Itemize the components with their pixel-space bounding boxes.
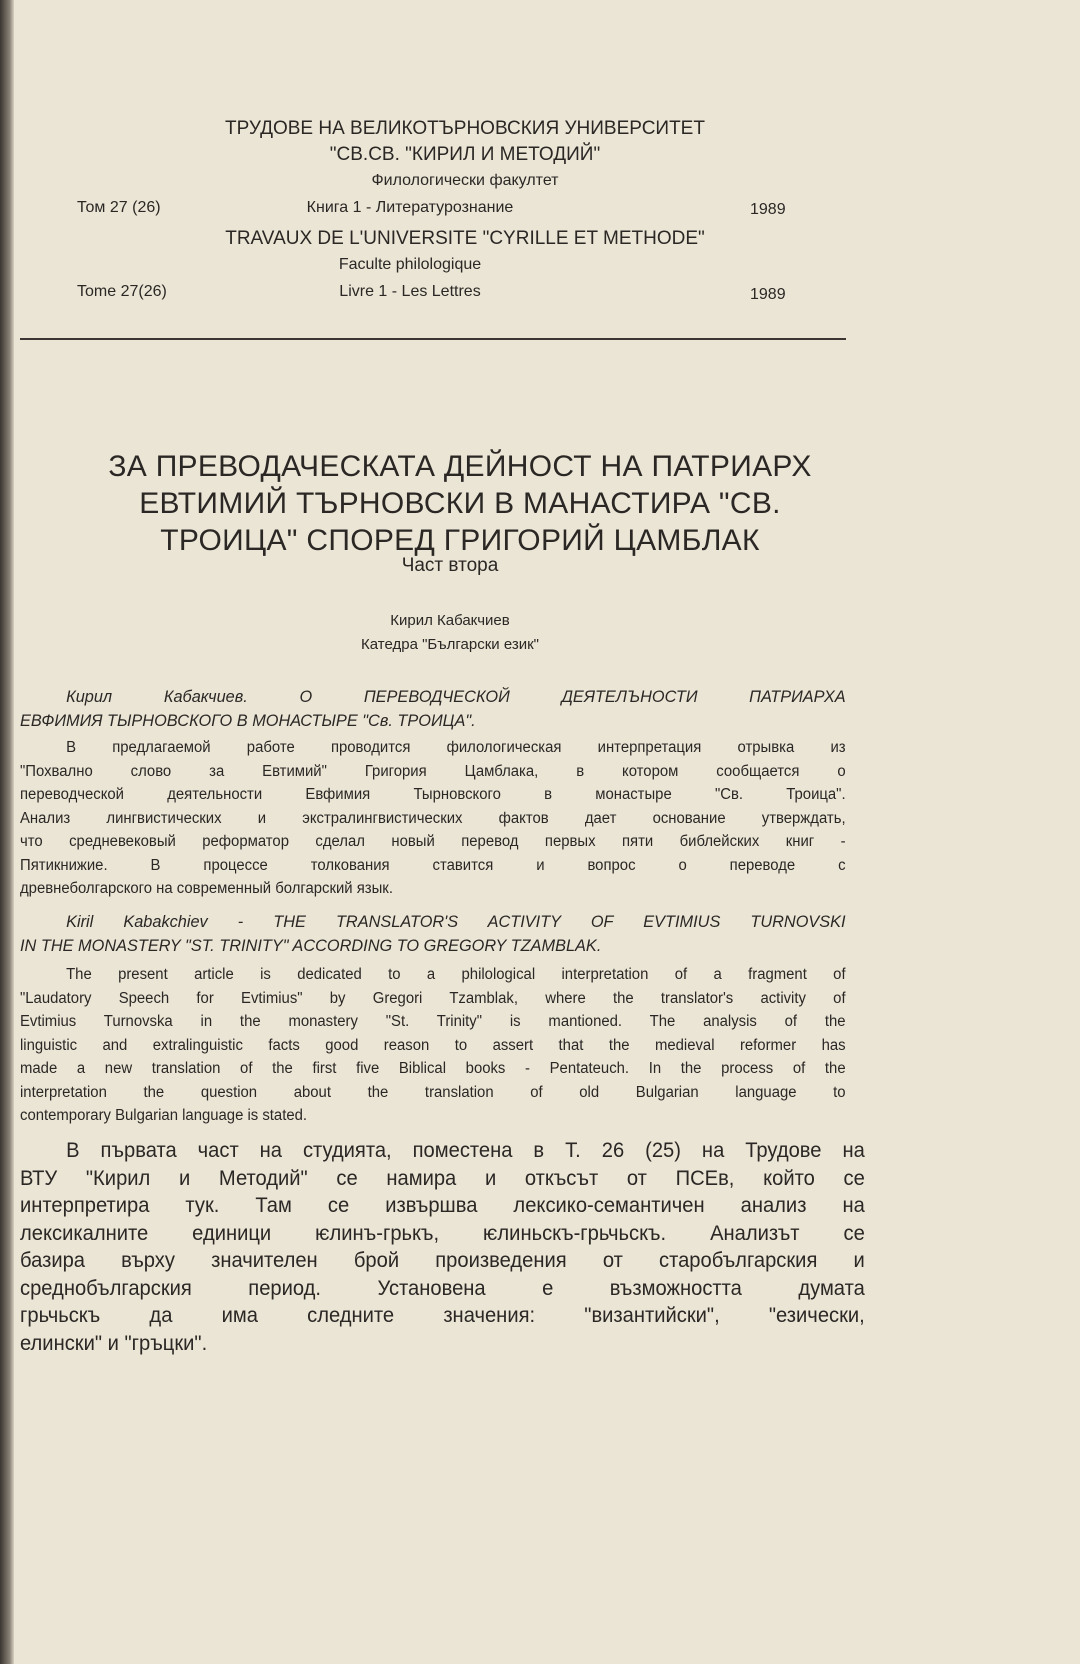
abstract-heading: IN THE MONASTERY "ST. TRINITY" ACCORDING TO GREGORY TZAMBLAK. [20,935,602,955]
abstract-line: древнеболгарского на современный болгарский язык. [20,880,393,897]
body-line: интерпретира тук. Там се извършва лексико-семантичен анализ на [20,1194,865,1217]
body-line: лексикалните единици ѥлинъ-грькъ, ѥлиньскъ-грьчьскъ. Анализът се [20,1221,865,1245]
volume-bg: Том 27 (26) [77,199,161,216]
body-line: базира върху значителен брой произведения от старобългарския и [20,1249,865,1272]
scan-binding-edge [0,0,14,1664]
university-name-bg: "СВ.СВ. "КИРИЛ И МЕТОДИЙ" [329,144,601,165]
book-bg: Книга 1 - Литературознание [306,199,514,216]
journal-title-bg: ТРУДОВЕ НА ВЕЛИКОТЪРНОВСКИЯ УНИВЕРСИТЕТ [225,118,705,139]
title-line: ЗА ПРЕВОДАЧЕСКАТА ДЕЙНОСТ НА ПАТРИАРХ [108,450,812,483]
abstract-line: что средневековый реформатор сделал новый перевод первых пяти библейских книг - [20,833,846,850]
body-line: елински" и "гръцки". [20,1331,208,1355]
abstract-line: Evtimius Turnovska in the monastery "St. Trinity" is mantioned. The analysis of the [20,1013,846,1030]
faculty-bg: Филологически факултет [371,172,559,189]
body-line: ВТУ "Кирил и Методий" се намира и откъсът от ПСЕв, който се [20,1166,865,1190]
abstract-line: linguistic and extralinguistic facts good reason to assert that the medieval reformer has [20,1036,846,1054]
department: Катедра "Български език" [361,636,539,653]
journal-title-fr: TRAVAUX DE L'UNIVERSITE "CYRILLE ET METHODE" [225,228,705,249]
abstract-line: made a new translation of the first five Biblical books - Pentateuch. In the process of the [20,1060,846,1077]
author-name: Кирил Кабакчиев [390,612,510,629]
title-line: ТРОИЦА" СПОРЕД ГРИГОРИЙ ЦАМБЛАК [160,524,760,557]
faculty-fr: Faculte philologique [338,256,482,273]
body-line: грьчьскъ да има следните значения: "византийски", "езически, [20,1304,865,1327]
abstract-heading: ЕВФИМИЯ ТЫРНОВСКОГО В МОНАСТЫРЕ "Св. ТРОИЦА". [20,710,476,730]
article-subtitle: Част втора [401,555,499,576]
body-paragraph [20,1137,900,1357]
abstract-line: В предлагаемой работе проводится филологическая интерпретация отрывка из [66,739,846,756]
body-line: среднобългарския период. Установена е възможността думата [20,1276,865,1300]
abstract-line: Пятикнижие. В процессе толкования ставится и вопрос о переводе с [20,856,846,874]
year-fr: 1989 [750,286,786,303]
abstract-heading: Kiril Kabakchiev - THE TRANSLATOR'S ACTIVITY OF EVTIMIUS TURNOVSKI [66,912,846,931]
abstract-line: The present article is dedicated to a philological interpretation of a fragment of [66,966,846,983]
body-line: В първата част на студията, поместена в Т. 26 (25) на Трудове на [66,1139,865,1162]
year-bg: 1989 [750,201,786,218]
volume-fr: Tome 27(26) [77,283,167,300]
book-fr: Livre 1 - Les Lettres [339,283,481,300]
abstract-line: Анализ лингвистических и экстралингвистических фактов дает основание утверждать, [20,809,846,827]
header-divider [20,338,846,340]
abstract-heading: Кирил Кабакчиев. О ПЕРЕВОДЧЕСКОЙ ДЕЯТЕЛЪНОСТИ ПАТРИАРХА [66,687,846,706]
abstract-line: interpretation the question about the translation of old Bulgarian language to [20,1083,846,1101]
abstract-english [20,910,880,1128]
article-title [30,448,890,559]
abstract-line: переводческой деятельности Евфимия Тырновского в монастыре "Св. Троица". [20,786,846,803]
abstract-russian [20,685,880,901]
abstract-line: "Laudatory Speech for Evtimius" by Gregori Tzamblak, where the translator's activity of [20,989,846,1007]
abstract-line: contemporary Bulgarian language is stated. [20,1107,308,1124]
title-line: ЕВТИМИЙ ТЪРНОВСКИ В МАНАСТИРА "СВ. [139,487,781,520]
abstract-line: "Похвално слово за Евтимий" Григория Цамблака, в котором сообщается о [20,762,846,780]
